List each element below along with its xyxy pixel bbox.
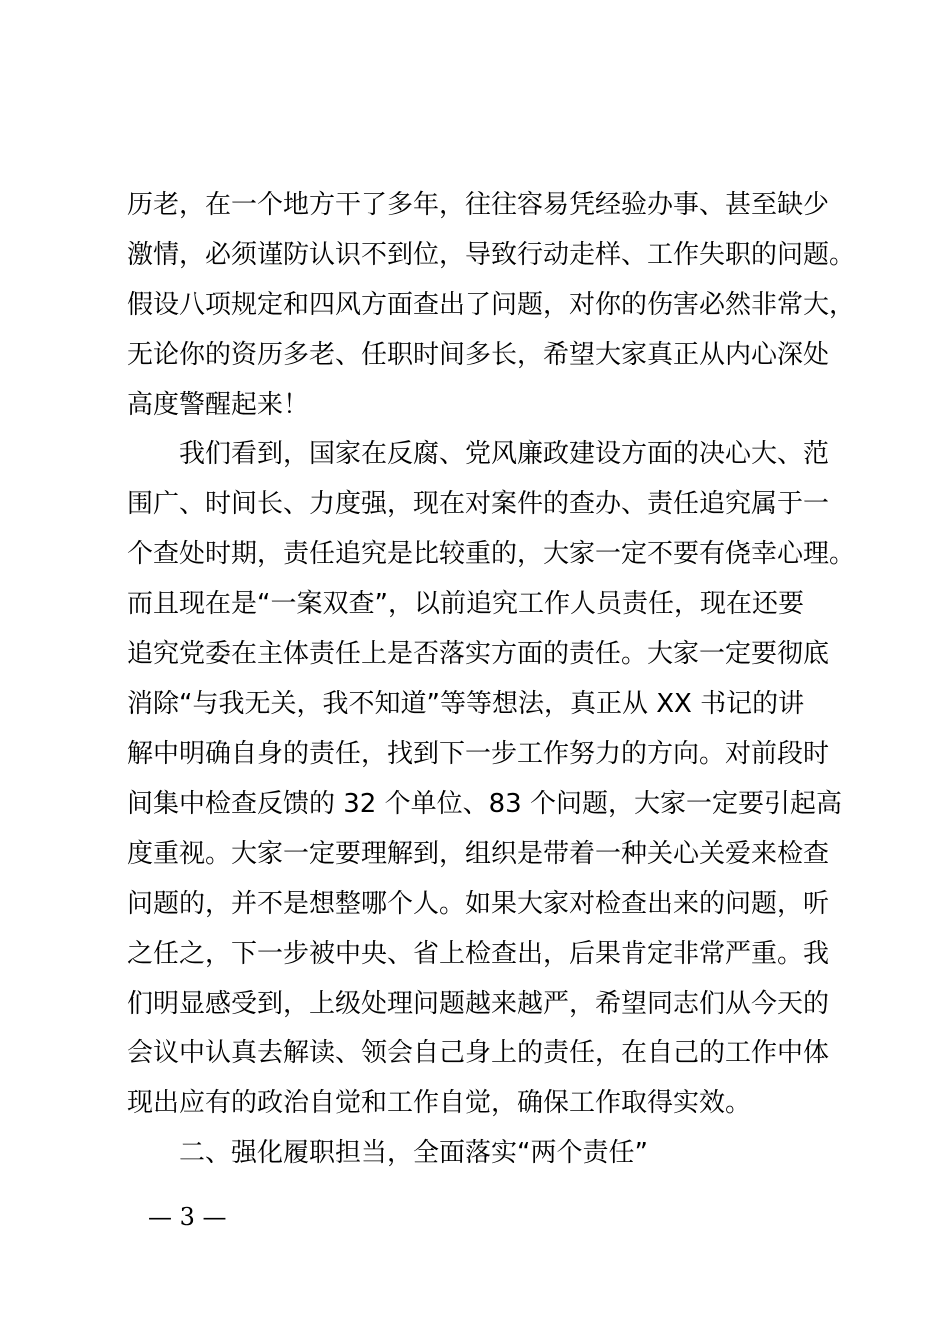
body-text-line: 高度警醒起来！ bbox=[127, 390, 310, 420]
body-text-line: 问题的，并不是想整哪个人。如果大家对检查出来的问题，听 bbox=[127, 889, 830, 919]
body-text-line: 之任之，下一步被中央、省上检查出，后果肯定非常严重。我 bbox=[127, 939, 830, 969]
body-text-line: 间集中检查反馈的 32 个单位、83 个问题，大家一定要引起高 bbox=[127, 789, 842, 819]
body-text-line: 而且现在是“一案双查”，以前追究工作人员责任，现在还要 bbox=[127, 589, 804, 619]
body-text-line: 个查处时期，责任追究是比较重的，大家一定不要有侥幸心理。 bbox=[127, 539, 856, 569]
page-number: — 3 — bbox=[148, 1203, 227, 1231]
body-text-line: 们明显感受到，上级处理问题越来越严，希望同志们从今天的 bbox=[127, 989, 830, 1019]
body-text-line: 现出应有的政治自觉和工作自觉，确保工作取得实效。 bbox=[127, 1088, 752, 1118]
body-text-line: 围广、时间长、力度强，现在对案件的查办、责任追究属于一 bbox=[127, 489, 830, 519]
body-text-line: 激情，必须谨防认识不到位，导致行动走样、工作失职的问题。 bbox=[127, 240, 856, 270]
body-text-line: 会议中认真去解读、领会自己身上的责任，在自己的工作中体 bbox=[127, 1038, 830, 1068]
body-text-line: 度重视。大家一定要理解到，组织是带着一种关心关爱来检查 bbox=[127, 839, 830, 869]
paragraph-start-line: 我们看到，国家在反腐、党风廉政建设方面的决心大、范 bbox=[127, 439, 830, 469]
body-text-line: 解中明确自身的责任，找到下一步工作努力的方向。对前段时 bbox=[127, 739, 830, 769]
body-text-line: 消除“与我无关，我不知道”等等想法，真正从 XX 书记的讲 bbox=[127, 689, 805, 719]
body-text-line: 假设八项规定和四风方面查出了问题，对你的伤害必然非常大， bbox=[127, 290, 856, 320]
body-text-line: 无论你的资历多老、任职时间多长，希望大家真正从内心深处 bbox=[127, 340, 830, 370]
body-text-line: 历老，在一个地方干了多年，往往容易凭经验办事、甚至缺少 bbox=[127, 190, 830, 220]
body-text-line: 追究党委在主体责任上是否落实方面的责任。大家一定要彻底 bbox=[127, 639, 830, 669]
section-heading: 二、强化履职担当，全面落实“两个责任” bbox=[127, 1138, 648, 1168]
